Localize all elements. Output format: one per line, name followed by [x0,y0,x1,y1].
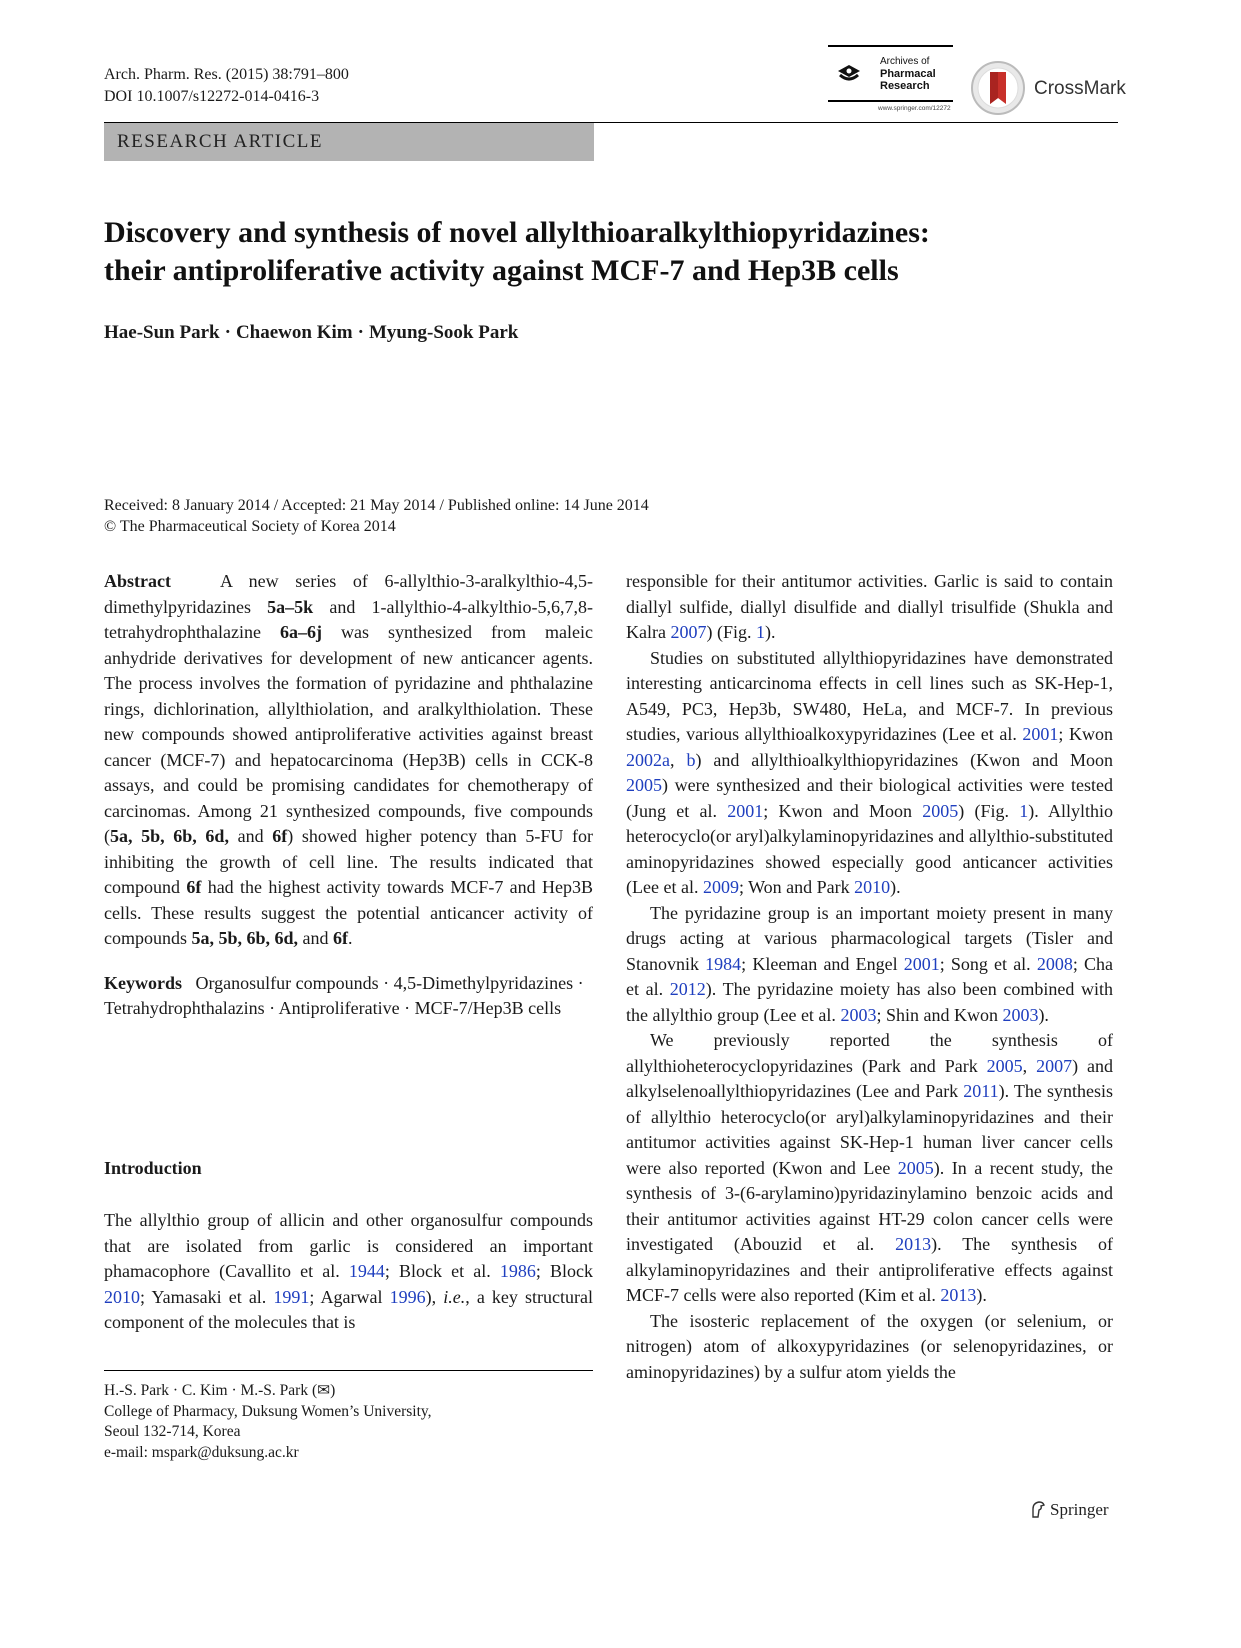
intro-paragraph [104,1208,593,1336]
citation-link[interactable]: 2010 [854,877,891,897]
body-text: , [1022,1055,1028,1076]
citation-link[interactable]: 2003 [840,1004,877,1025]
journal-logo-text [880,56,936,92]
citation-link[interactable]: 2005 [626,775,662,795]
journal-logo[interactable] [828,45,953,115]
body-text: ; Agarwal [309,1286,383,1307]
body-text: ) and alkylselenoallylthiopyridazines (Lee and Park [626,1055,1113,1101]
body-text: ). [1038,1004,1049,1025]
paragraph [626,569,1113,646]
publisher-name: Springer [1050,1500,1109,1519]
footnote-address: Seoul 132-714, Korea [104,1423,241,1440]
citation-link[interactable]: 1984 [705,953,742,974]
body-text: ). Allylthio heterocyclo(or aryl)alkylaminopyridazines and allylthio-substituted aminopyridazines showed especially good anticancer activities (Lee et al. [626,800,1113,897]
logo-line-2: Pharmacal [880,68,936,80]
keywords-text: Organosulfur compounds · 4,5-Dimethylpyridazines · Tetrahydrophthalazins · Antiproliferative · MCF-7/Hep3B cells [104,972,584,1018]
footnote-authors: H.-S. Park · C. Kim · M.-S. Park (✉) [104,1382,336,1399]
body-text: ). [976,1285,987,1305]
abstract-text: ) showed higher potency than 5-FU for inhibiting the growth of cell line. The results indicated that compound [104,826,593,897]
right-column [626,569,1113,1385]
author-separator: · [224,322,231,343]
paragraph: The isosteric replacement of the oxygen (or selenium, or nitrogen) atom of alkoxypyridazines (or selenopyridazines, or aminopyridazines) by a sulfur atom yields the [626,1310,1113,1382]
footnote-email[interactable]: e-mail: mspark@duksung.ac.kr [104,1443,299,1461]
body-text: The allylthio group of allicin and other organosulfur compounds that are isolated from garlic is considered an important phamacophore (Cavallito et al. [104,1210,593,1281]
body-text: Studies on substituted allylthiopyridazines have demonstrated interesting anticarcinoma effects in cell lines such as SK-Hep-1, A549, PC3, Hep3b, SW480, HeLa, and MCF-7. In previous studies, various allylthioalkoxypyridazines (Lee et al. [626,647,1113,744]
body-text: responsible for their antitumor activities. Garlic is said to contain diallyl sulfide, diallyl disulfide and diallyl trisulfide (Shukla and Kalra [626,571,1113,642]
body-text: ). The pyridazine moiety has also been combined with the allylthio group (Lee et al. [626,979,1114,1025]
compound-ref: 6a–6j [279,622,322,642]
footnote-rule [104,1370,593,1371]
compound-ref: 5a, 5b, 6b, 6d, [110,826,229,846]
citation-link[interactable]: 2009 [702,877,739,897]
title-line-2: their antiproliferative activity against MCF-7 and Hep3B cells [104,254,899,287]
citation-link[interactable]: 2005 [922,800,959,821]
body-text: ). [764,622,776,642]
body-text: ; Block [535,1261,593,1281]
logo-line-3: Research [880,80,930,92]
figure-link[interactable]: 1 [1019,800,1029,821]
paragraph [626,901,1113,1029]
abstract-label: Abstract [104,571,171,591]
copyright: © The Pharmaceutical Society of Korea 2014 [104,518,396,535]
book-hands-icon [836,59,862,85]
citation-link[interactable]: 2013 [895,1234,932,1254]
abstract-text: and [302,928,329,948]
citation-link[interactable]: 2010 [104,1286,140,1307]
body-text: ) (Fig. [706,622,752,642]
citation-link[interactable]: 2013 [940,1285,977,1305]
logo-bottom-rule [828,100,953,102]
body-text: ; Yamasaki et al. [140,1286,267,1307]
author-separator: · [357,322,364,343]
footnote-affiliation: College of Pharmacy, Duksung Women’s University, [104,1402,432,1420]
body-text: ; Cha et al. [626,953,1113,999]
citation-link[interactable]: 2001 [903,953,940,974]
body-text: ) (Fig. [958,800,1009,821]
compound-ref: 6f [333,928,349,948]
body-text: ; Won and Park [738,877,850,897]
abstract-text: and [237,826,264,846]
compound-ref: 5a–5k [267,596,314,617]
citation-link[interactable]: 2007 [1036,1055,1073,1076]
abstract-text: A new series of 6-allylthio-3-aralkylthio-4,5-dimethylpyridazines [104,571,593,617]
crossmark-label: CrossMark [1034,78,1126,99]
publisher-logo[interactable] [1030,1500,1109,1520]
abstract-text: was synthesized from maleic anhydride derivatives for development of new anticancer agents. The process involves the formation of pyridazine and phthalazine rings, dichlorination, allylthiolation, and aralkylthiolation. These new compounds showed antiproliferative activities against breast cancer (MCF-7) and hepatocarcinoma (Hep3B) cells in CCK-8 assays, and could be promising candidates for chemotherapy of carcinomas. Among 21 synthesized compounds, five compounds ( [104,622,594,846]
author-1[interactable]: Hae-Sun Park [104,322,220,343]
introduction-heading: Introduction [104,1158,202,1178]
introduction-text [104,1208,593,1336]
compound-ref: 6f [272,826,288,846]
citation-link[interactable]: 2007 [670,622,707,642]
received-accepted-published: Received: 8 January 2014 / Accepted: 21 May 2014 / Published online: 14 June 2014 [104,497,649,514]
body-text: ). [890,877,901,897]
citation-link[interactable]: 2005 [897,1157,934,1178]
citation-link[interactable]: 2003 [1002,1004,1039,1025]
abstract-text: had the highest activity towards MCF-7 and Hep3B cells. These results suggest the potential anticancer activity of compounds [104,877,594,948]
keywords-label: Keywords [104,972,182,993]
paragraph [626,1028,1113,1309]
logo-top-rule [828,45,953,47]
journal-url[interactable]: www.springer.com/12272 [878,105,951,112]
body-text: ) were synthesized and their biological activities were tested (Jung et al. [626,775,1113,821]
body-text: ; Shin and Kwon [876,1004,998,1025]
author-2[interactable]: Chaewon Kim [235,322,353,343]
body-text: ). The synthesis of allylthio heterocyclo(or aryl)alkylaminopyridazines and their antitumor activities against SK-Hep-1 human liver cancer cells were also reported (Kwon and Lee [626,1081,1113,1178]
logo-line-1: Archives of [880,56,930,67]
section-bar [104,123,594,161]
author-list [104,322,518,344]
body-text: , [670,749,675,770]
author-footnote [104,1381,432,1463]
journal-citation: Arch. Pharm. Res. (2015) 38:791–800 [104,66,349,83]
body-text: ). In a recent study, the synthesis of 3-(6-arylamino)pyridazinylamino benzoic acids and their antitumor activities against HT-29 colon cancer cells were investigated (Abouzid et al. [626,1157,1113,1254]
figure-link[interactable]: 1 [755,622,765,642]
left-column [104,569,593,1022]
citation-link[interactable]: 2011 [963,1081,999,1101]
body-text: We previously reported the synthesis of allylthioheterocyclopyridazines (Park and Park [626,1030,1113,1076]
citation-link[interactable]: 1944 [348,1261,385,1281]
crossmark-icon [970,60,1026,116]
citation-link[interactable]: 2001 [727,800,764,821]
crossmark-badge[interactable] [970,60,1126,120]
citation-link[interactable]: 2012 [669,979,706,999]
section-label: RESEARCH ARTICLE [117,131,324,152]
citation-link[interactable]: 1986 [499,1261,536,1281]
body-text: The pyridazine group is an important moiety present in many drugs acting at various pharmacological targets (Tisler and Stanovnik [626,902,1113,974]
body-text: ) and allylthioalkylthiopyridazines (Kwon and Moon [695,749,1113,770]
springer-horse-icon [1030,1500,1046,1518]
body-text: ; Kwon [1058,724,1114,744]
compound-ref: 5a, 5b, 6b, 6d, [191,928,299,948]
citation-link[interactable]: b [686,749,696,770]
compound-ref: 6f [186,877,202,897]
citation-link[interactable]: 1991 [273,1286,310,1307]
article-dates [104,495,649,537]
abstract-text: and 1-allylthio-4-alkylthio-5,6,7,8-tetrahydrophthalazine [104,596,593,642]
citation-link[interactable]: 2008 [1036,953,1073,974]
author-3[interactable]: Myung-Sook Park [368,322,519,343]
citation-link[interactable]: 2005 [986,1055,1023,1076]
body-text: ), [425,1286,437,1307]
doi[interactable]: DOI 10.1007/s12272-014-0416-3 [104,88,320,105]
body-text: ; Kwon and Moon [763,800,912,821]
citation-link[interactable]: 1996 [389,1286,426,1307]
body-text: ; Block et al. [384,1261,491,1281]
article-title [104,214,1124,290]
citation-link[interactable]: 2002a [626,749,670,770]
body-text: ; Song et al. [939,953,1031,974]
body-text: ; Kleeman and Engel [741,953,898,974]
journal-citation-block [104,64,349,108]
paragraph [626,646,1113,901]
abstract [104,569,593,952]
citation-link[interactable]: 2001 [1022,724,1059,744]
title-line-1: Discovery and synthesis of novel allylthioaralkylthiopyridazines: [104,216,930,249]
body-text: ). The synthesis of alkylaminopyridazines and their antiproliferative effects against MCF-7 cells were also reported (Kim et al. [626,1234,1114,1305]
body-text: i.e. [443,1286,466,1307]
abstract-text: . [348,928,353,948]
body-text: , a key structural component of the molecules that is [104,1286,594,1332]
keywords [104,971,593,1022]
